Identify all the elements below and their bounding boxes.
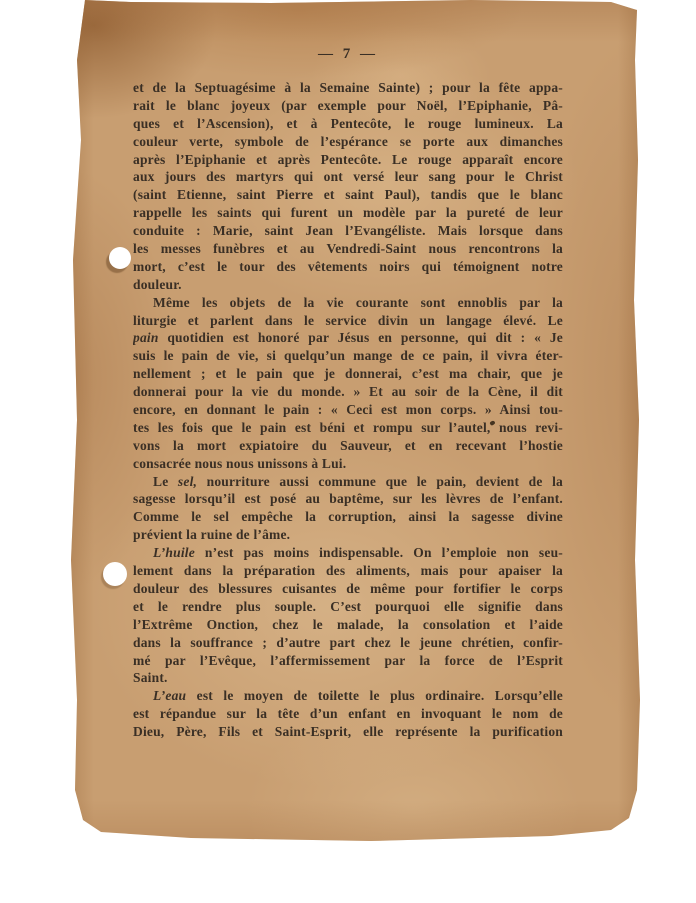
text-line: dans la souffrance ; d’autre part chez le jeune chrétien, confir- xyxy=(133,634,563,650)
text-line: vons la mort expiatoire du Sauveur, et en recevant l’hostie xyxy=(133,437,563,453)
text-line: Dieu, Père, Fils et Saint-Esprit, elle représente la purification xyxy=(133,724,563,740)
text-line: L’eau est le moyen de toilette le plus ordinaire. Lorsqu’elle xyxy=(153,688,563,704)
text-line: L’huile n’est pas moins indispensable. On l’emploie non seu- xyxy=(153,545,563,561)
text-line: lement dans la préparation des aliments, mais pour apaiser la xyxy=(133,563,563,579)
text-line: encore, en donnant le pain : « Ceci est mon corps. » Ainsi tou- xyxy=(133,402,563,418)
text-line: douleur. xyxy=(133,276,182,292)
paragraph xyxy=(133,79,563,294)
text-line: et de la Septuagésime à la Semaine Sainte) ; pour la fête appa- xyxy=(133,80,563,95)
text-line: donnerai pour la vie du monde. » Et au soir de la Cène, il dit xyxy=(133,384,563,400)
punch-hole xyxy=(109,247,131,269)
paragraph xyxy=(133,544,563,687)
text-line: l’Extrême Onction, chez le malade, la consolation et l’aide xyxy=(133,616,563,632)
text-line: Saint. xyxy=(133,670,168,686)
text-line: suis le pain de vie, si quelqu’un mange de ce pain, il vivra éter- xyxy=(133,348,563,364)
text-line: ques et l’Ascension), et à Pentecôte, le rouge lumineux. La xyxy=(133,115,563,131)
text-line: liturgie et parlent dans le service divin un langage élevé. Le xyxy=(133,312,563,328)
text-line: consacrée nous nous unissons à Lui. xyxy=(133,455,347,471)
text-line: douleur des blessures cuisantes de même pour fortifier le corps xyxy=(133,580,563,596)
text-line: Même les objets de la vie courante sont ennoblis par la xyxy=(153,294,563,310)
text-line: nellement ; et le pain que je donnerai, c’est ma chair, que je xyxy=(133,366,563,382)
ink-speck xyxy=(686,45,690,48)
text-line: sagesse lorsqu’il est posé au baptême, sur les lèvres de l’enfant. xyxy=(133,491,563,507)
paragraph xyxy=(133,294,563,473)
text-line: tes les fois que le pain est béni et rompu sur l’autel, nous revi- xyxy=(133,419,563,435)
paragraph xyxy=(133,473,563,545)
text-line: est répandue sur la tête d’un enfant en invoquant le nom de xyxy=(133,706,563,722)
text-line: mort, c’est le tour des vêtements noirs qui témoignent notre xyxy=(133,258,563,274)
text-line: pain quotidien est honoré par Jésus en personne, qui dit : « Je xyxy=(133,330,563,346)
text-line: couleur verte, symbole de l’espérance se porte aux dimanches xyxy=(133,133,563,149)
text-line: (saint Etienne, saint Pierre et saint Paul), tandis que le blanc xyxy=(133,187,563,203)
text-line: conduite : Marie, saint Jean l’Evangéliste. Mais lorsque dans xyxy=(133,223,563,239)
text-line: et le rendre plus souple. C’est pourquoi elle signifie dans xyxy=(133,598,563,614)
ink-speck xyxy=(651,622,654,625)
punch-hole xyxy=(103,562,127,586)
page-body-text xyxy=(133,79,563,741)
text-line: rait le blanc joyeux (par exemple pour Noël, l’Epiphanie, Pâ- xyxy=(133,97,563,113)
text-line: Le sel, nourriture aussi commune que le pain, devient de la xyxy=(153,473,563,489)
text-line: Comme le sel empêche la corruption, ainsi la sagesse divine xyxy=(133,509,563,525)
text-line: mé par l’Evêque, l’affermissement par la force de l’Esprit xyxy=(133,652,563,668)
text-line: aux jours des martyrs qui ont versé leur sang pour le Christ xyxy=(133,169,563,185)
text-line: les messes funèbres et au Vendredi-Saint nous rencontrons la xyxy=(133,241,563,257)
text-line: prévient la ruine de l’âme. xyxy=(133,527,291,543)
text-line: après l’Epiphanie et après Pentecôte. Le rouge apparaît encore xyxy=(133,151,563,167)
page-number: — 7 — xyxy=(318,46,378,62)
paragraph xyxy=(133,687,563,741)
text-line: rappelle les saints qui furent un modèle par la pureté de leur xyxy=(133,205,563,221)
